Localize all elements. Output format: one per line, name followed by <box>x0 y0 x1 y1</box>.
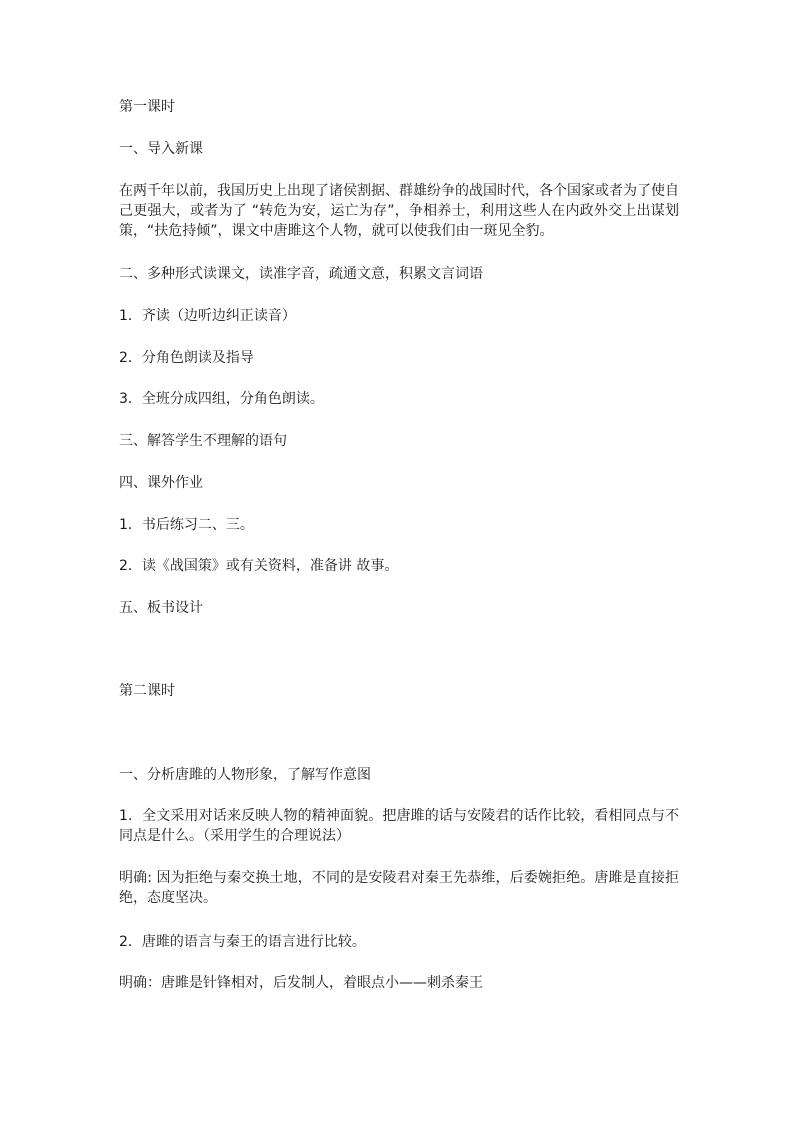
analysis-item-1: 1．全文采用对话来反映人物的精神面貌。把唐雎的话与安陵君的话作比较，看相同点与不同点是什么。（采用学生的合理说法） <box>119 808 679 844</box>
section4-heading: 四、课外作业 <box>119 475 203 491</box>
section3-heading: 三、解答学生不理解的语句 <box>119 433 287 449</box>
lesson2-section1-heading: 一、分析唐雎的人物形象，了解写作意图 <box>119 767 371 783</box>
read-item-1: 1．齐读（边听边纠正读音） <box>119 308 296 324</box>
section1-heading: 一、导入新课 <box>119 141 203 157</box>
section5-heading: 五、板书设计 <box>119 600 203 616</box>
lesson1-title: 第一课时 <box>119 99 175 115</box>
answer-1: 明确: 因为拒绝与秦交换土地，不同的是安陵君对秦王先恭维，后委婉拒绝。唐雎是直接拒绝，态度坚决。 <box>119 870 679 906</box>
analysis-item-2: 2．唐雎的语言与秦王的语言进行比较。 <box>119 934 366 950</box>
read-item-2: 2．分角色朗读及指导 <box>119 350 254 366</box>
section2-heading: 二、多种形式读课文，读准字音，疏通文意，积累文言词语 <box>119 266 483 282</box>
homework-item-2: 2．读《战国策》或有关资料，准备讲 故事。 <box>119 558 399 574</box>
homework-item-1: 1．书后练习二、三。 <box>119 517 254 533</box>
intro-paragraph: 在两千年以前，我国历史上出现了诸侯割据、群雄纷争的战国时代，各个国家或者为了使自己更强大，或者为了 “转危为安，运亡为存”，争相养士，利用这些人在内政外交上出谋划策，“扶危持倾”，课文中唐雎这个人物，就可以使我们由一斑见全豹。 <box>119 183 679 239</box>
lesson2-title: 第二课时 <box>119 683 175 699</box>
read-item-3: 3．全班分成四组，分角色朗读。 <box>119 391 324 407</box>
answer-2: 明确：唐雎是针锋相对，后发制人，着眼点小——刺杀秦王 <box>119 975 483 991</box>
